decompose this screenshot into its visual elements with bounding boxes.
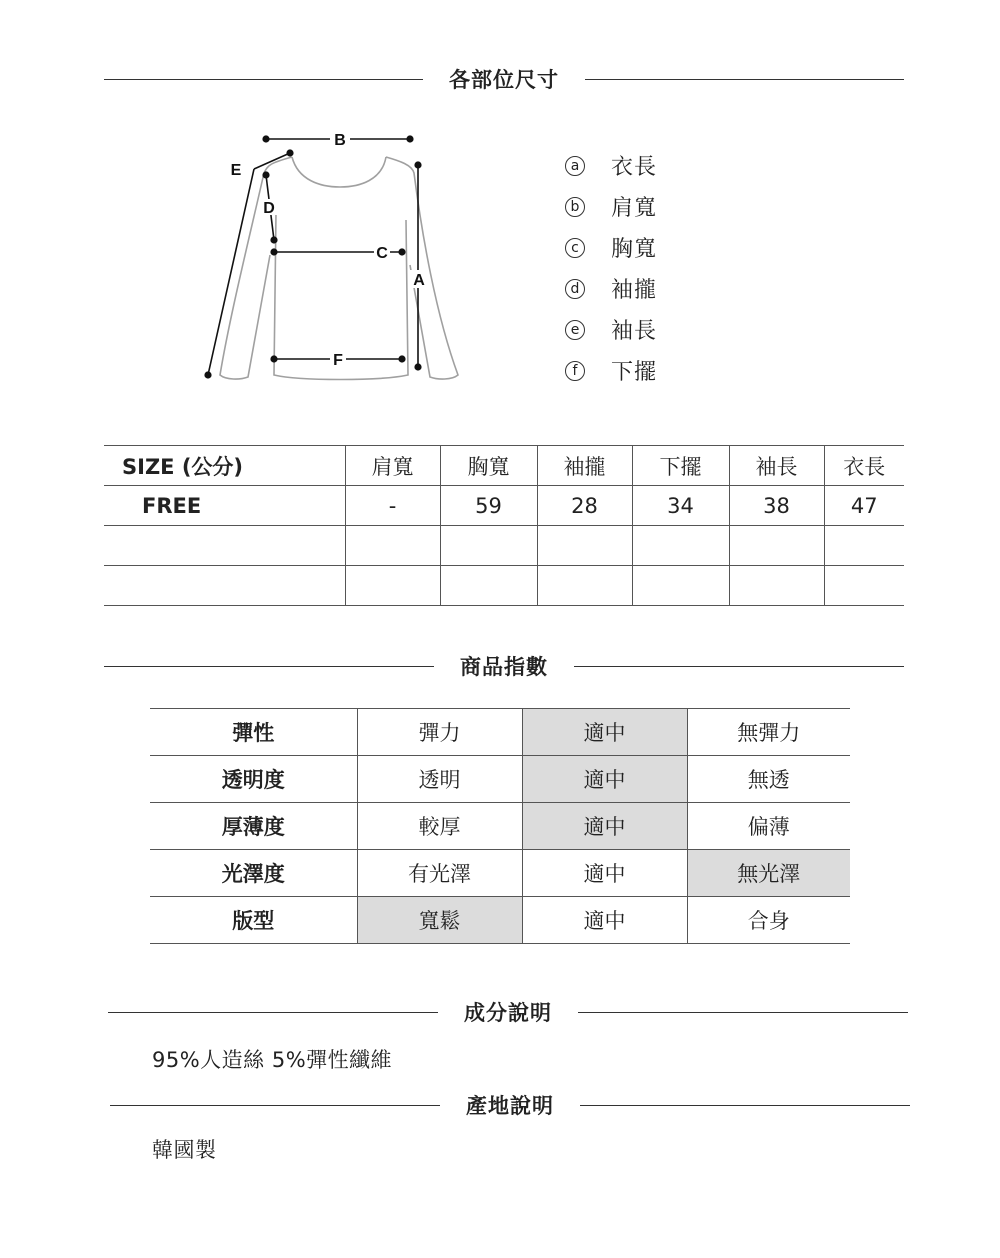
index-option: 適中 bbox=[522, 897, 687, 944]
value-cell: 28 bbox=[537, 486, 632, 526]
index-attribute: 彈性 bbox=[150, 709, 357, 756]
header-cell: 胸寬 bbox=[440, 446, 537, 486]
index-row bbox=[150, 756, 850, 803]
diagram-label-f: F bbox=[333, 352, 343, 369]
legend-item bbox=[565, 227, 657, 268]
legend-label: 下擺 bbox=[611, 360, 658, 385]
origin-heading: 產地說明 bbox=[466, 1094, 554, 1118]
legend-label: 衣長 bbox=[611, 155, 658, 180]
index-option: 偏薄 bbox=[687, 803, 850, 850]
composition-heading: 成分說明 bbox=[464, 1001, 552, 1025]
table-row bbox=[104, 486, 904, 526]
origin-section-title bbox=[110, 1090, 910, 1120]
garment-diagram bbox=[200, 125, 470, 390]
empty-cell bbox=[729, 526, 824, 566]
legend-letter: b bbox=[565, 197, 585, 217]
header-cell: 袖攏 bbox=[537, 446, 632, 486]
empty-cell bbox=[104, 566, 345, 606]
legend-letter: a bbox=[565, 156, 585, 176]
measurement-legend bbox=[565, 145, 657, 391]
index-option-selected: 適中 bbox=[522, 803, 687, 850]
header-cell: 衣長 bbox=[824, 446, 904, 486]
sweater-outline bbox=[220, 157, 458, 380]
size-cell: FREE bbox=[104, 486, 345, 526]
diagram-label-d: D bbox=[263, 200, 275, 217]
legend-letter: c bbox=[565, 238, 585, 258]
diagram-label-a: A bbox=[413, 272, 425, 289]
composition-section-title bbox=[108, 997, 908, 1027]
empty-cell bbox=[537, 526, 632, 566]
value-cell: - bbox=[345, 486, 440, 526]
legend-item bbox=[565, 350, 657, 391]
divider bbox=[578, 1012, 908, 1013]
index-option: 合身 bbox=[687, 897, 850, 944]
empty-cell bbox=[632, 526, 729, 566]
header-cell: SIZE (公分) bbox=[104, 446, 345, 486]
divider bbox=[104, 79, 423, 80]
size-table bbox=[104, 445, 904, 606]
divider bbox=[104, 666, 434, 667]
legend-item bbox=[565, 309, 657, 350]
divider bbox=[110, 1105, 440, 1106]
legend-label: 肩寬 bbox=[611, 196, 658, 221]
diagram-label-c: C bbox=[376, 245, 388, 262]
header-cell: 袖長 bbox=[729, 446, 824, 486]
index-option: 適中 bbox=[522, 850, 687, 897]
index-attribute: 版型 bbox=[150, 897, 357, 944]
header-cell: 下擺 bbox=[632, 446, 729, 486]
value-cell: 38 bbox=[729, 486, 824, 526]
legend-letter: e bbox=[565, 320, 585, 340]
empty-cell bbox=[440, 526, 537, 566]
index-option: 有光澤 bbox=[357, 850, 522, 897]
index-option: 無彈力 bbox=[687, 709, 850, 756]
index-option-selected: 適中 bbox=[522, 756, 687, 803]
legend-label: 袖攏 bbox=[611, 278, 658, 303]
value-cell: 59 bbox=[440, 486, 537, 526]
measurements-heading: 各部位尺寸 bbox=[449, 68, 559, 92]
index-row bbox=[150, 709, 850, 756]
legend-letter: d bbox=[565, 279, 585, 299]
divider bbox=[585, 79, 904, 80]
index-option: 透明 bbox=[357, 756, 522, 803]
empty-cell bbox=[824, 566, 904, 606]
value-cell: 47 bbox=[824, 486, 904, 526]
empty-cell bbox=[824, 526, 904, 566]
index-row bbox=[150, 850, 850, 897]
legend-label: 胸寬 bbox=[611, 237, 658, 262]
header-cell: 肩寬 bbox=[345, 446, 440, 486]
legend-letter: f bbox=[565, 361, 585, 381]
index-section-title bbox=[104, 651, 904, 681]
divider bbox=[580, 1105, 910, 1106]
measurements-section-title bbox=[104, 64, 904, 94]
index-attribute: 厚薄度 bbox=[150, 803, 357, 850]
value-cell: 34 bbox=[632, 486, 729, 526]
legend-item bbox=[565, 186, 657, 227]
diagram-label-e: E bbox=[230, 162, 242, 179]
legend-item bbox=[565, 268, 657, 309]
legend-item bbox=[565, 145, 657, 186]
index-attribute: 光澤度 bbox=[150, 850, 357, 897]
index-heading: 商品指數 bbox=[460, 655, 548, 679]
index-option: 無透 bbox=[687, 756, 850, 803]
legend-label: 袖長 bbox=[611, 319, 658, 344]
table-row-empty bbox=[104, 526, 904, 566]
empty-cell bbox=[345, 526, 440, 566]
index-option: 彈力 bbox=[357, 709, 522, 756]
divider bbox=[108, 1012, 438, 1013]
index-option-selected: 寬鬆 bbox=[357, 897, 522, 944]
index-option: 較厚 bbox=[357, 803, 522, 850]
index-option-selected: 無光澤 bbox=[687, 850, 850, 897]
empty-cell bbox=[104, 526, 345, 566]
divider bbox=[574, 666, 904, 667]
table-row-empty bbox=[104, 566, 904, 606]
empty-cell bbox=[537, 566, 632, 606]
empty-cell bbox=[345, 566, 440, 606]
empty-cell bbox=[729, 566, 824, 606]
empty-cell bbox=[440, 566, 537, 606]
size-table-header bbox=[104, 446, 904, 486]
composition-text: 95%人造絲 5%彈性纖維 bbox=[152, 1048, 393, 1072]
origin-text: 韓國製 bbox=[152, 1138, 217, 1162]
index-option-selected: 適中 bbox=[522, 709, 687, 756]
index-row bbox=[150, 897, 850, 944]
product-index-table bbox=[150, 708, 850, 944]
index-row bbox=[150, 803, 850, 850]
empty-cell bbox=[632, 566, 729, 606]
diagram-label-b: B bbox=[334, 132, 346, 149]
index-attribute: 透明度 bbox=[150, 756, 357, 803]
